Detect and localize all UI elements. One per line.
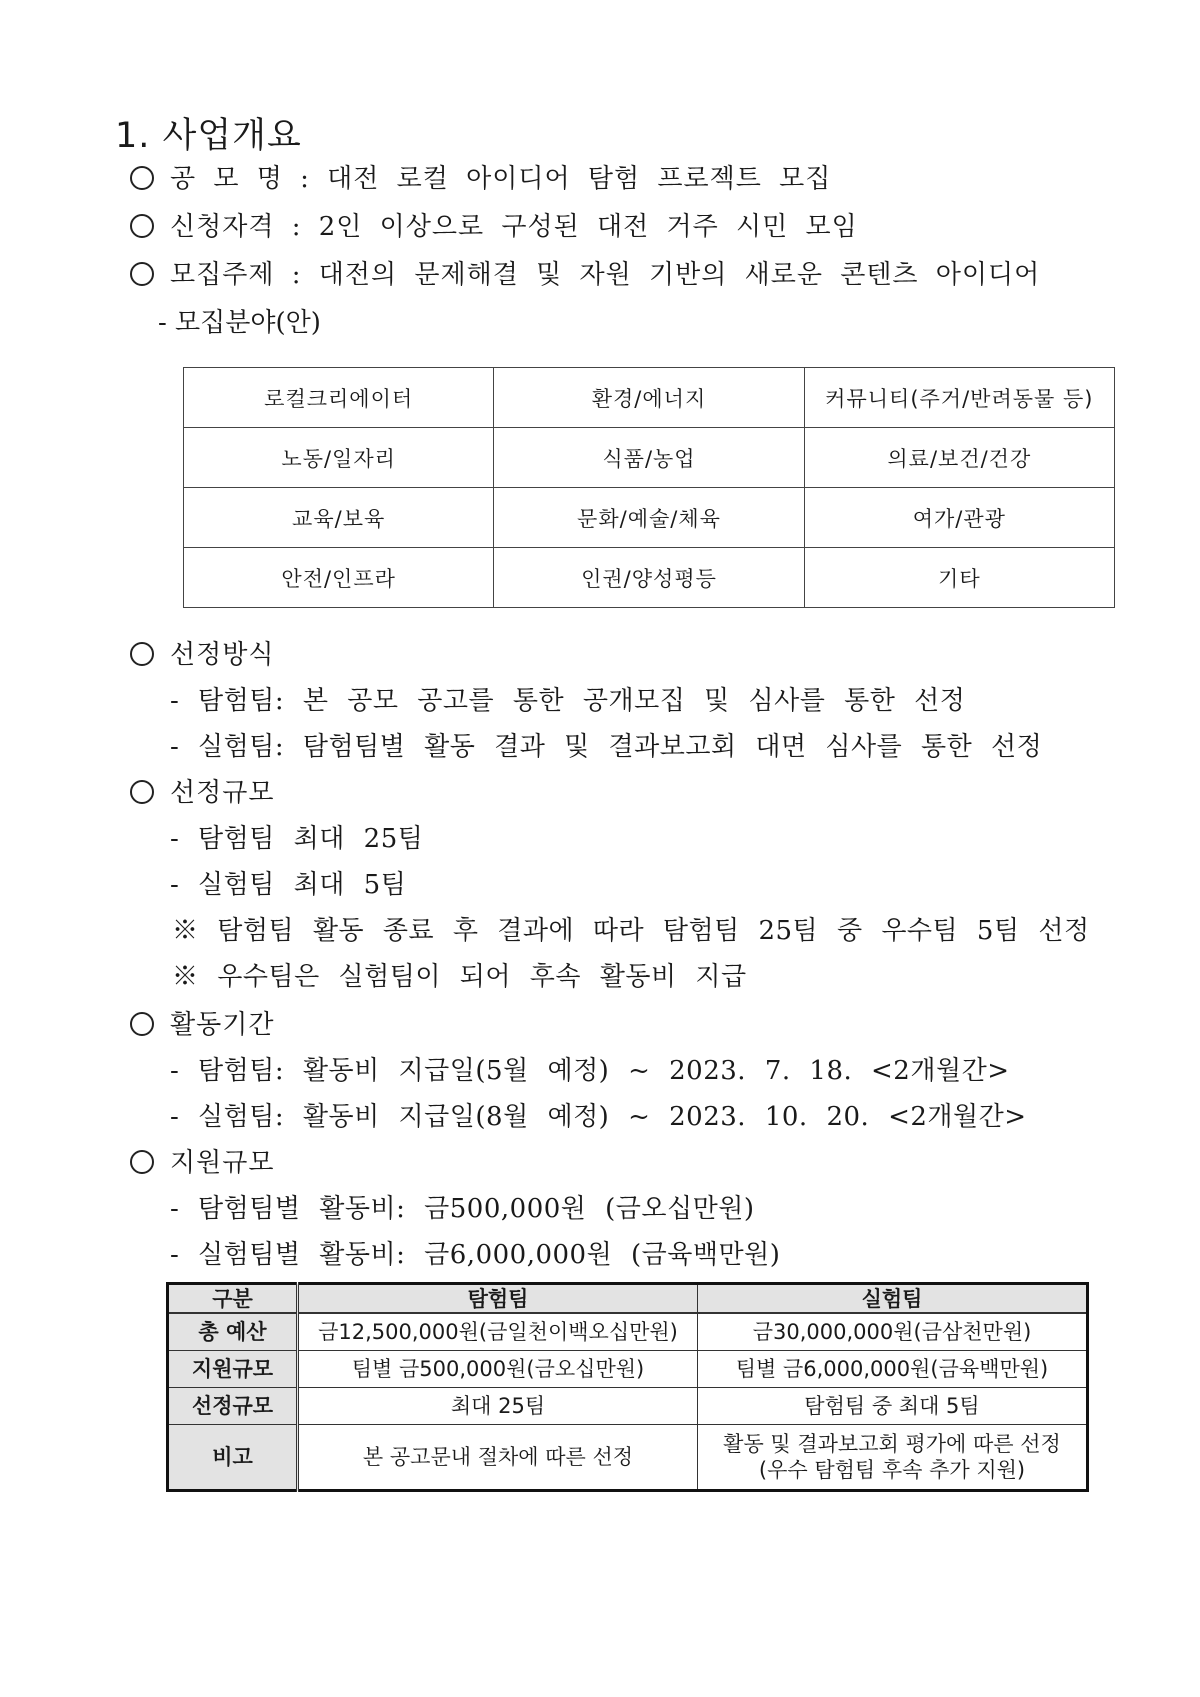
fields-table — [183, 367, 1115, 608]
period-line: - 탐험팀: 활동비 지급일(5월 예정) ~ 2023. 7. 18. <2개월간> — [170, 1056, 1010, 1086]
budget-table — [166, 1282, 1089, 1492]
row-label: 총 예산 — [168, 1313, 298, 1351]
table-header-cell: 실험팀 — [698, 1284, 1088, 1314]
selection-method-line: - 탐험팀: 본 공모 공고를 통한 공개모집 및 심사를 통한 선정 — [170, 686, 966, 716]
table-cell: 금12,500,000원(금일천이백오십만원) — [298, 1313, 698, 1351]
item-eligibility: 신청자격 : 2인 이상으로 구성된 대전 거주 시민 모임 — [130, 206, 858, 243]
table-header-row — [168, 1284, 1088, 1314]
table-cell: 커뮤니티(주거/반려동물 등) — [804, 368, 1114, 428]
table-header-cell: 탐험팀 — [298, 1284, 698, 1314]
table-cell: 환경/에너지 — [494, 368, 804, 428]
table-cell: 교육/보육 — [184, 488, 494, 548]
selection-scale-note: ※ 탐험팀 활동 종료 후 결과에 따라 탐험팀 25팀 중 우수팀 5팀 선정 — [172, 916, 1090, 946]
row-label: 지원규모 — [168, 1351, 298, 1388]
selection-scale-note: ※ 우수팀은 실험팀이 되어 후속 활동비 지급 — [172, 962, 747, 992]
section-title: 1. 사업개요 — [115, 116, 302, 156]
table-row — [184, 368, 1115, 428]
period-title: 활동기간 — [130, 1004, 274, 1041]
selection-method-title: 선정방식 — [130, 634, 274, 671]
table-cell: 기타 — [804, 548, 1114, 608]
item-theme: 모집주제 : 대전의 문제해결 및 자원 기반의 새로운 콘텐츠 아이디어 — [130, 254, 1040, 291]
support-title: 지원규모 — [130, 1142, 274, 1179]
table-cell: 문화/예술/체육 — [494, 488, 804, 548]
row-label: 비고 — [168, 1425, 298, 1491]
table-cell: 노동/일자리 — [184, 428, 494, 488]
circle-bullet-icon — [130, 214, 154, 238]
table-row — [168, 1313, 1088, 1351]
table-cell: 안전/인프라 — [184, 548, 494, 608]
selection-scale-line: - 실험팀 최대 5팀 — [170, 870, 407, 900]
support-line: - 탐험팀별 활동비: 금500,000원 (금오십만원) — [170, 1194, 755, 1224]
row-label: 선정규모 — [168, 1388, 298, 1425]
table-cell: 여가/관광 — [804, 488, 1114, 548]
table-row — [168, 1425, 1088, 1491]
item-name: 공 모 명 : 대전 로컬 아이디어 탐험 프로젝트 모집 — [130, 158, 831, 195]
table-cell: 로컬크리에이터 — [184, 368, 494, 428]
selection-scale-line: - 탐험팀 최대 25팀 — [170, 824, 424, 854]
remark-subtext: (우수 탐험팀 후속 추가 지원) — [758, 1458, 1026, 1482]
table-row — [184, 488, 1115, 548]
circle-bullet-icon — [130, 1012, 154, 1036]
support-line: - 실험팀별 활동비: 금6,000,000원 (금육백만원) — [170, 1240, 781, 1270]
circle-bullet-icon — [130, 642, 154, 666]
table-cell: 의료/보건/건강 — [804, 428, 1114, 488]
fields-label: - 모집분야(안) — [158, 308, 321, 338]
table-cell: 팀별 금500,000원(금오십만원) — [298, 1351, 698, 1388]
table-cell: 금30,000,000원(금삼천만원) — [698, 1313, 1088, 1351]
table-cell: 식품/농업 — [494, 428, 804, 488]
selection-scale-title: 선정규모 — [130, 772, 274, 809]
table-row — [184, 548, 1115, 608]
circle-bullet-icon — [130, 780, 154, 804]
circle-bullet-icon — [130, 262, 154, 286]
table-row — [168, 1388, 1088, 1425]
table-cell: 인권/양성평등 — [494, 548, 804, 608]
selection-method-line: - 실험팀: 탐험팀별 활동 결과 및 결과보고회 대면 심사를 통한 선정 — [170, 732, 1043, 762]
remark-text: 활동 및 결과보고회 평가에 따른 선정 — [723, 1432, 1061, 1456]
table-header-cell: 구분 — [168, 1284, 298, 1314]
circle-bullet-icon — [130, 1150, 154, 1174]
circle-bullet-icon — [130, 166, 154, 190]
table-cell: 탐험팀 중 최대 5팀 — [698, 1388, 1088, 1425]
table-cell — [698, 1425, 1088, 1491]
table-row — [184, 428, 1115, 488]
table-cell: 최대 25팀 — [298, 1388, 698, 1425]
period-line: - 실험팀: 활동비 지급일(8월 예정) ~ 2023. 10. 20. <2개월간> — [170, 1102, 1027, 1132]
table-row — [168, 1351, 1088, 1388]
table-cell: 본 공고문내 절차에 따른 선정 — [298, 1425, 698, 1491]
table-cell: 팀별 금6,000,000원(금육백만원) — [698, 1351, 1088, 1388]
